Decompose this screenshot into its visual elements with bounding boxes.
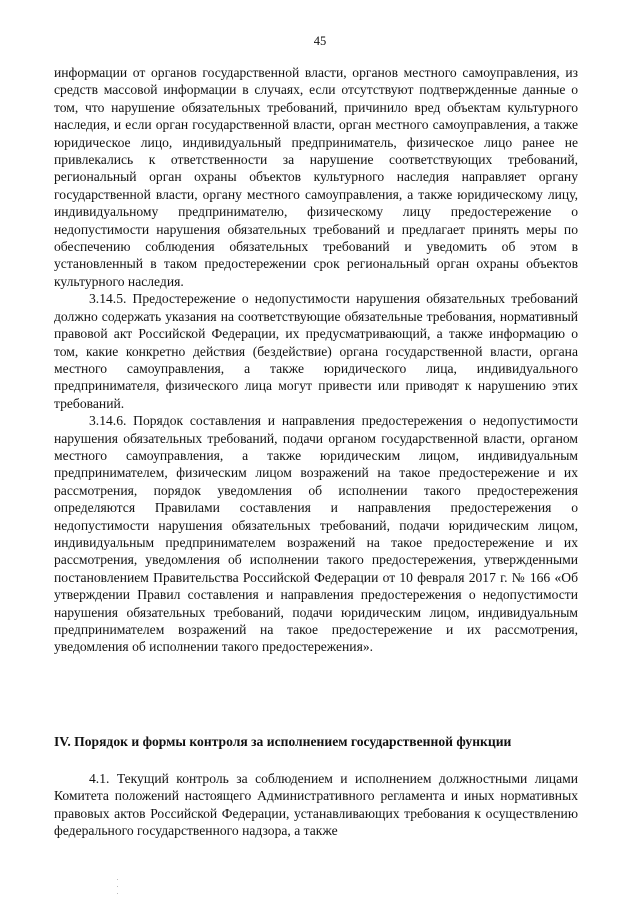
paragraph-continuation: информации от органов государственной власти, органов местного самоуправления, из средств массовой информации в случаях, если отсутствуют подтвержденные данные о том, что нарушение обязательных требований, причинило вред объектам культурного наследия, и если орган государственной власти, орган местного самоуправления, а также юридическое лицо, индивидуальный предприниматель, физическое лицо ранее не привлекались к ответственности за нарушение соответствующих требований, региональный орган охраны объектов культурного наследия направляет органу государственной власти, органу местного самоуправления, а также юридическому лицу, индивидуальному предпринимателю, физическому лицу предостережение о недопустимости нарушения обязательных требований и предлагает принять меры по обеспечению соблюдения обязательных требований и уведомить об этом в установленный в таком предостережении срок региональный орган охраны объектов культурного наследия. (54, 65, 578, 289)
section-heading: IV. Порядок и формы контроля за исполнением государственной функции (54, 734, 512, 749)
scan-artifact-dot (117, 893, 118, 894)
paragraph-3-14-5: 3.14.5. Предостережение о недопустимости нарушения обязательных требований должно содержать указания на соответствующие обязательные требования, нормативный правовой акт Российской Федерации, их предусматривающий, а также информацию о том, какие конкретно действия (бездействие) органа государственной власти, органа местного самоуправления, а также юридического лица, индивидуального предпринимателя, физического лица могут привести или приводят к нарушению этих требований. (54, 291, 578, 411)
section-body (54, 770, 578, 840)
scan-artifact-dot (117, 879, 118, 880)
paragraph-3-14-6: 3.14.6. Порядок составления и направления предостережения о недопустимости нарушения обязательных требований, подачи органом государственной власти, органом местного самоуправления, а также юридическим лицом, индивидуальным предпринимателем, физическим лицом возражений на такое предостережение и их рассмотрения, порядок уведомления об исполнении такого предостережения определяются Правилами составления и направления предостережения о недопустимости нарушения обязательных требований, подачи юридическим лицом, индивидуальным предпринимателем возражений на такое предостережение и их рассмотрения, уведомления об исполнении такого предостережения, утвержденными постановлением Правительства Российской Федерации от 10 февраля 2017 г. № 166 «Об утверждении Правил составления и направления предостережения о недопустимости нарушения обязательных требований, подачи юридическим лицом, индивидуальным предпринимателем возражений на такое предостережение и их рассмотрения, уведомления об исполнении такого предостережения». (54, 413, 578, 655)
paragraph-4-1: 4.1. Текущий контроль за соблюдением и исполнением должностными лицами Комитета положений настоящего Административного регламента и иных нормативных правовых актов Российской Федерации, устанавливающих требования к осуществлению федерального государственного надзора, а также (54, 771, 578, 839)
body-text (54, 64, 578, 656)
scan-artifact-dot (117, 886, 118, 887)
page-number: 45 (313, 34, 327, 48)
